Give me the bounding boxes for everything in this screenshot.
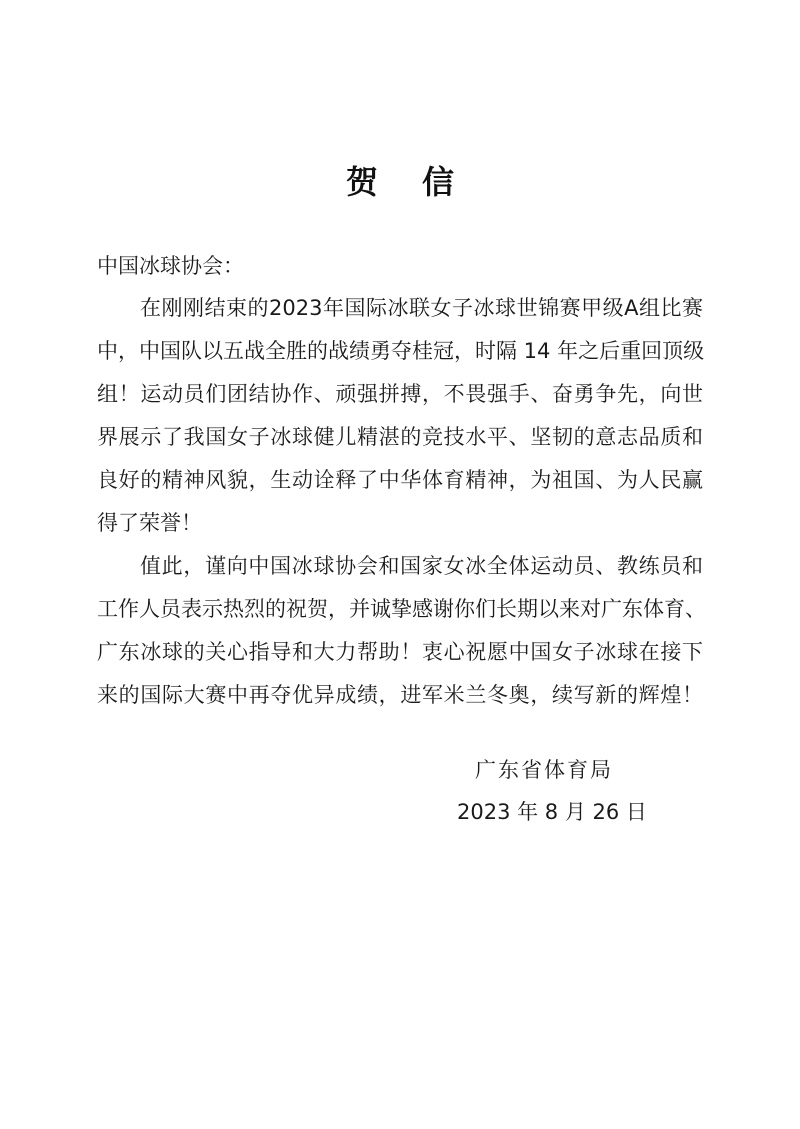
paragraph-line: 良好的精神风貌，生动诠释了中华体育精神，为祖国、为人民赢 bbox=[97, 468, 703, 492]
paragraph-line: 得了荣誉！ bbox=[97, 511, 202, 535]
paragraph-line: 广东冰球的关心指导和大力帮助！衷心祝愿中国女子冰球在接下 bbox=[97, 640, 703, 664]
paragraph-line: 组！运动员们团结协作、顽强拼搏，不畏强手、奋勇争先，向世 bbox=[97, 382, 703, 406]
paragraph-line: 值此，谨向中国冰球协会和国家女冰全体运动员、教练员和 bbox=[140, 554, 703, 578]
paragraph-line: 工作人员表示热烈的祝贺，并诚挚感谢你们长期以来对广东体育、 bbox=[97, 597, 706, 621]
signature-date: 2023 年 8 月 26 日 bbox=[457, 800, 647, 824]
paragraph-line: 界展示了我国女子冰球健儿精湛的竞技水平、坚韧的意志品质和 bbox=[97, 425, 703, 449]
paragraph-line: 来的国际大赛中再夺优异成绩，进军米兰冬奥，续写新的辉煌！ bbox=[97, 683, 703, 707]
signature-organization: 广东省体育局 bbox=[475, 758, 613, 782]
paragraph-line: 中，中国队以五战全胜的战绩勇夺桂冠，时隔 14 年之后重回顶级 bbox=[97, 339, 705, 363]
paragraph-line: 在刚刚结束的2023年国际冰联女子冰球世锦赛甲级A组比赛 bbox=[140, 296, 703, 320]
letter-title: 贺信 bbox=[345, 163, 498, 201]
salutation: 中国冰球协会： bbox=[97, 254, 244, 278]
